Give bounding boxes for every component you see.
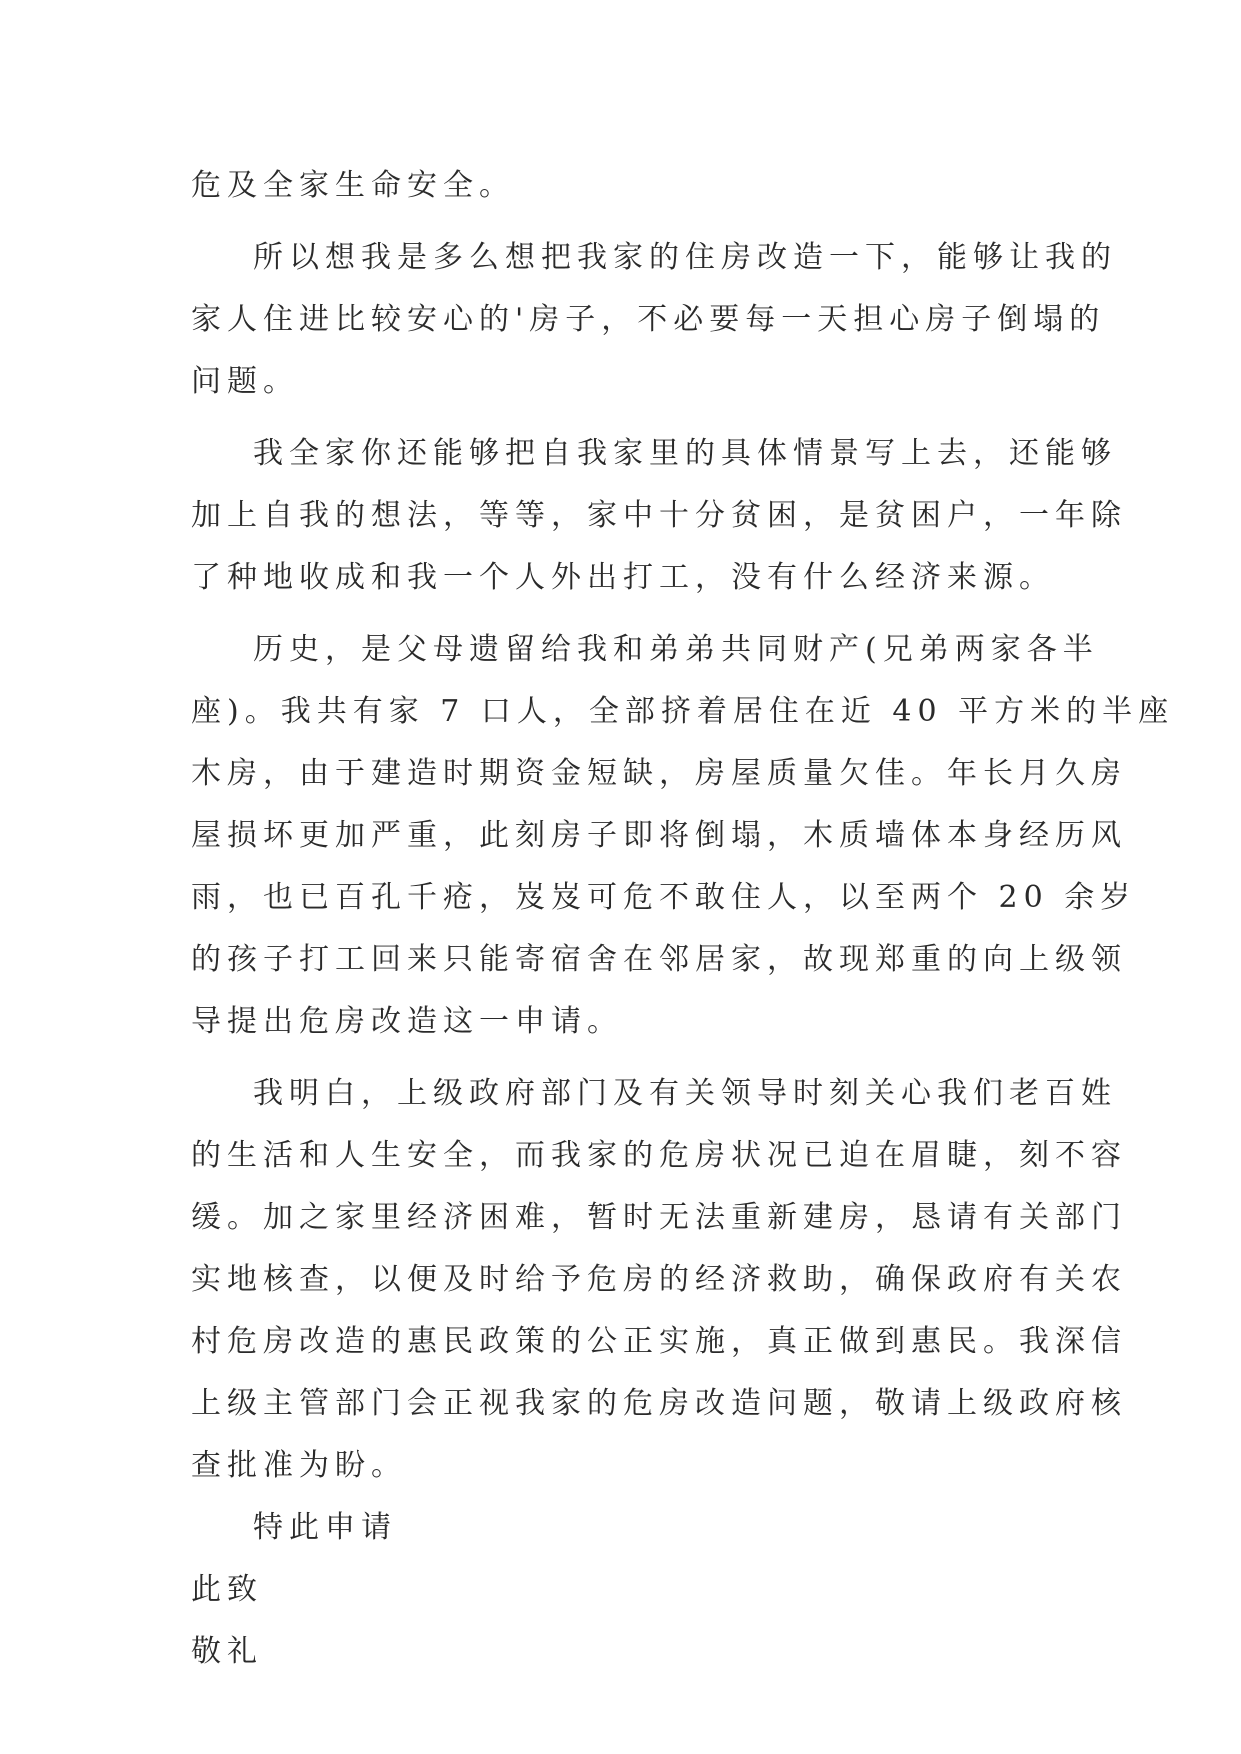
text-line: 雨，也已百孔千疮，岌岌可危不敢住人，以至两个 20 余岁 — [191, 880, 1137, 915]
text-line: 我明白，上级政府部门及有关领导时刻关心我们老百姓 — [253, 1076, 1117, 1111]
text-line: 屋损坏更加严重，此刻房子即将倒塌，木质墙体本身经历风 — [191, 818, 1127, 853]
text-line: 缓。加之家里经济困难，暂时无法重新建房，恳请有关部门 — [191, 1200, 1127, 1235]
text-line: 所以想我是多么想把我家的住房改造一下，能够让我的 — [253, 240, 1117, 275]
text-line: 的生活和人生安全，而我家的危房状况已迫在眉睫，刻不容 — [191, 1138, 1127, 1173]
text-line: 了种地收成和我一个人外出打工，没有什么经济来源。 — [191, 560, 1055, 595]
text-line: 村危房改造的惠民政策的公正实施，真正做到惠民。我深信 — [191, 1324, 1127, 1359]
text-line: 木房，由于建造时期资金短缺，房屋质量欠佳。年长月久房 — [191, 756, 1127, 791]
text-line: 导提出危房改造这一申请。 — [191, 1004, 623, 1039]
text-line: 历史，是父母遗留给我和弟弟共同财产(兄弟两家各半 — [253, 632, 1099, 667]
text-line: 我全家你还能够把自我家里的具体情景写上去，还能够 — [253, 436, 1117, 471]
text-line: 危及全家生命安全。 — [191, 168, 515, 203]
text-line: 加上自我的想法，等等，家中十分贫困，是贫困户，一年除 — [191, 498, 1127, 533]
salutation-line: 敬礼 — [191, 1634, 263, 1669]
closing-request: 特此申请 — [253, 1510, 397, 1545]
text-line: 的孩子打工回来只能寄宿舍在邻居家，故现郑重的向上级领 — [191, 942, 1127, 977]
text-line: 座)。我共有家 7 口人，全部挤着居住在近 40 平方米的半座 — [191, 694, 1175, 729]
text-line: 家人住进比较安心的'房子，不必要每一天担心房子倒塌的 — [191, 302, 1106, 337]
text-line: 上级主管部门会正视我家的危房改造问题，敬请上级政府核 — [191, 1386, 1127, 1421]
text-line: 实地核查，以便及时给予危房的经济救助，确保政府有关农 — [191, 1262, 1127, 1297]
salutation-line: 此致 — [191, 1572, 263, 1607]
document-body — [191, 155, 1175, 1683]
text-line: 查批准为盼。 — [191, 1448, 407, 1483]
text-line: 问题。 — [191, 364, 299, 399]
